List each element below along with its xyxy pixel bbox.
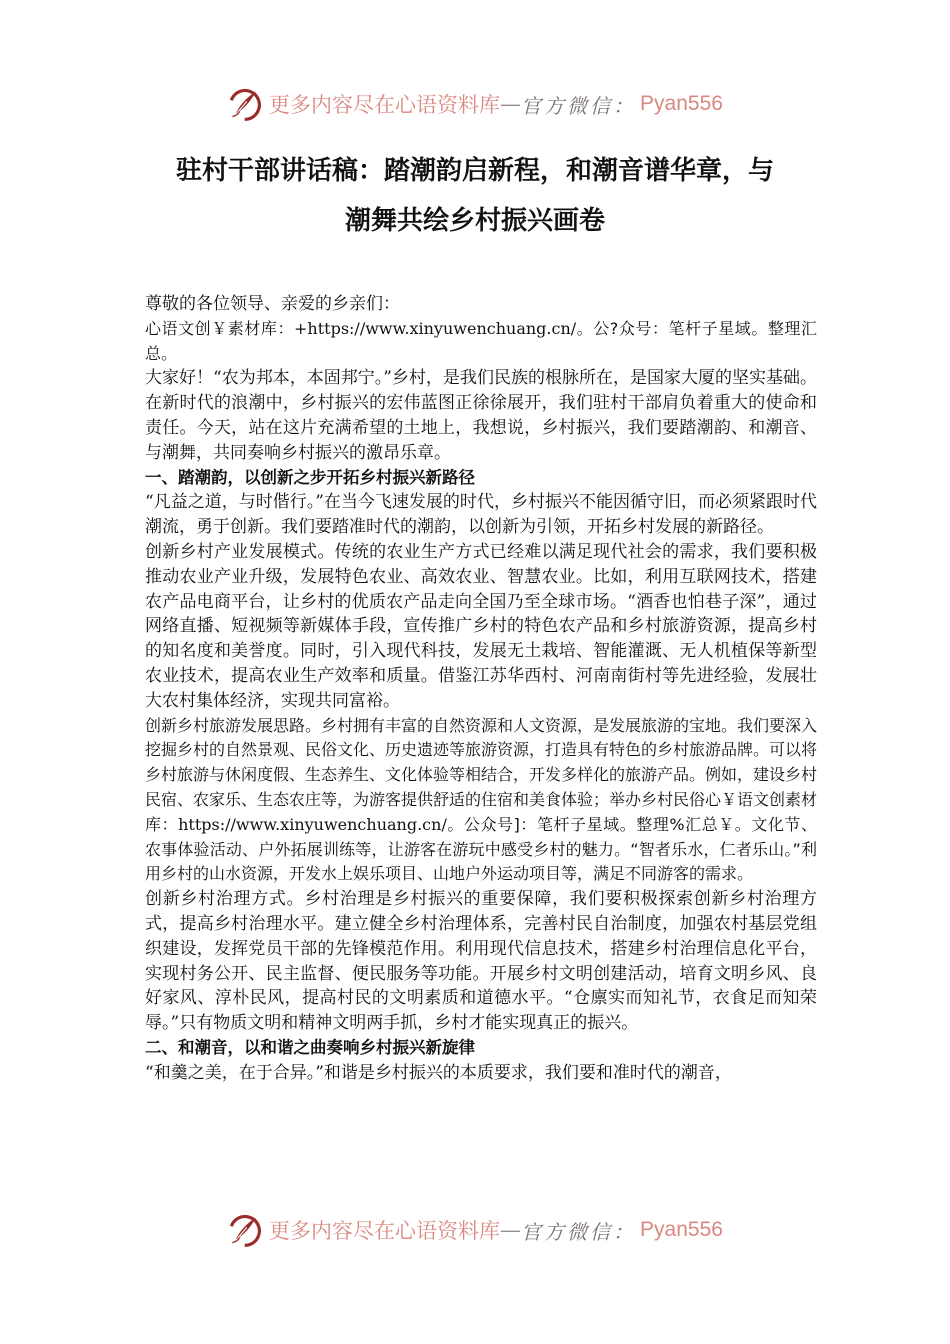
section-1-intro: “凡益之道，与时偕行。”在当今飞速发展的时代，乡村振兴不能因循守旧，而必须紧跟时代潮流，勇于创新。我们要踏准时代的潮韵，以创新为引领，开拓乡村发展的新路径。 — [145, 492, 817, 538]
tourism-paragraph — [145, 714, 817, 888]
section-2-intro: “和羹之美，在于合异。”和谐是乡村振兴的本质要求，我们要和准时代的潮音， — [145, 1062, 732, 1083]
title-line-2: 潮舞共绘乡村振兴画卷 — [344, 206, 605, 236]
footer-watermark-banner — [0, 1208, 950, 1252]
tourism-part-1: 创新乡村旅游发展思路。乡村拥有丰富的自然资源和人文资源，是发展旅游的宝地。我们要深入挖掘乡村的自然景观、民俗文化、历史遗迹等旅游资源，打造具有特色的乡村旅游品牌。可以将乡村旅游与休闲度假、生态养生、文化体验等相结合，开发多样化的旅游产品。例如，建设乡村民宿、农家乐、生态农庄等，为游客提供舒适的住宿和美食体验；举办乡村民俗心￥语文创素材库： — [145, 715, 818, 834]
banner-separator: — — [500, 1218, 522, 1242]
source-note-url: +https://www.xinyuwenchuang.cn/ — [294, 318, 577, 338]
source-note-suffix: 。公?众号：笔杆子星域。整理汇总。 — [145, 318, 817, 363]
document-body — [145, 292, 817, 1086]
banner-separator: — — [500, 92, 522, 116]
document-title — [130, 146, 820, 246]
title-line-1: 驻村干部讲话稿：踏潮韵启新程，和潮音谱华章，与 — [175, 156, 774, 186]
banner-wechat-id: Pyan556 — [640, 92, 723, 115]
salutation: 尊敬的各位领导、亲爱的乡亲们： — [145, 294, 400, 314]
governance-paragraph: 创新乡村治理方式。乡村治理是乡村振兴的重要保障，我们要积极探索创新乡村治理方式，提高乡村治理水平。建立健全乡村治理体系，完善村民自治制度，加强农村基层党组织建设，发挥党员干部的先锋模范作用。利用现代信息技术，搭建乡村治理信息化平台，实现村务公开、民主监督、便民服务等功能。开展乡村文明创建活动，培育文明乡风、良好家风、淳朴民风，提高村民的文明素质和道德水平。“仓廪实而知礼节，衣食足而知荣辱。”只有物质文明和精神文明两手抓，乡村才能实现真正的振兴。 — [145, 889, 817, 1034]
industry-paragraph: 创新乡村产业发展模式。传统的农业生产方式已经难以满足现代社会的需求，我们要积极推动农业产业升级，发展特色农业、高效农业、智慧农业。比如，利用互联网技术，搭建农产品电商平台，让乡村的优质农产品走向全国乃至全球市场。“酒香也怕巷子深”，通过网络直播、短视频等新媒体手段，宣传推广乡村的特色农产品和乡村旅游资源，提高乡村的知名度和美誉度。同时，引入现代科技，发展无土栽培、智能灌溉、无人机植保等新型农业技术，提高农业生产效率和质量。借鉴江苏华西村、河南南街村等先进经验，发展壮大农村集体经济，实现共同富裕。 — [145, 541, 817, 711]
section-1-heading: 一、踏潮韵，以创新之步开拓乡村振兴新路径 — [145, 467, 475, 487]
banner-main-text: 更多内容尽在心语资料库 — [269, 93, 501, 117]
banner-wechat-label: 官方微信： — [521, 1219, 637, 1244]
quill-pen-logo-icon — [227, 86, 263, 122]
tourism-part-2: 。公众号]：笔杆子星域。整理%汇总￥。文化节、农事体验活动、户外拓展训练等，让游客在游玩中感受乡村的魅力。“智者乐水，仁者乐山。”利用乡村的山水资源，开发水上娱乐项目、山地户外运动项目等，满足不同游客的需求。 — [145, 814, 817, 884]
tourism-url: https://www.xinyuwenchuang.cn/ — [178, 814, 447, 834]
quill-pen-logo-icon — [227, 1212, 263, 1248]
source-note-prefix: 心语文创￥素材库： — [145, 318, 295, 338]
source-note — [145, 317, 817, 367]
banner-wechat-label: 官方微信： — [521, 93, 637, 118]
banner-wechat-id: Pyan556 — [640, 1218, 723, 1241]
section-2-heading: 二、和潮音，以和谐之曲奏响乡村振兴新旋律 — [145, 1037, 475, 1057]
header-watermark-banner — [0, 82, 950, 126]
intro-paragraph: 大家好！“农为邦本，本固邦宁。”乡村，是我们民族的根脉所在，是国家大厦的坚实基础。在新时代的浪潮中，乡村振兴的宏伟蓝图正徐徐展开，我们驻村干部肩负着重大的使命和责任。今天，站在这片充满希望的土地上，我想说，乡村振兴，我们要踏潮韵、和潮音、与潮舞，共同奏响乡村振兴的激昂乐章。 — [145, 368, 817, 463]
banner-main-text: 更多内容尽在心语资料库 — [269, 1219, 501, 1243]
